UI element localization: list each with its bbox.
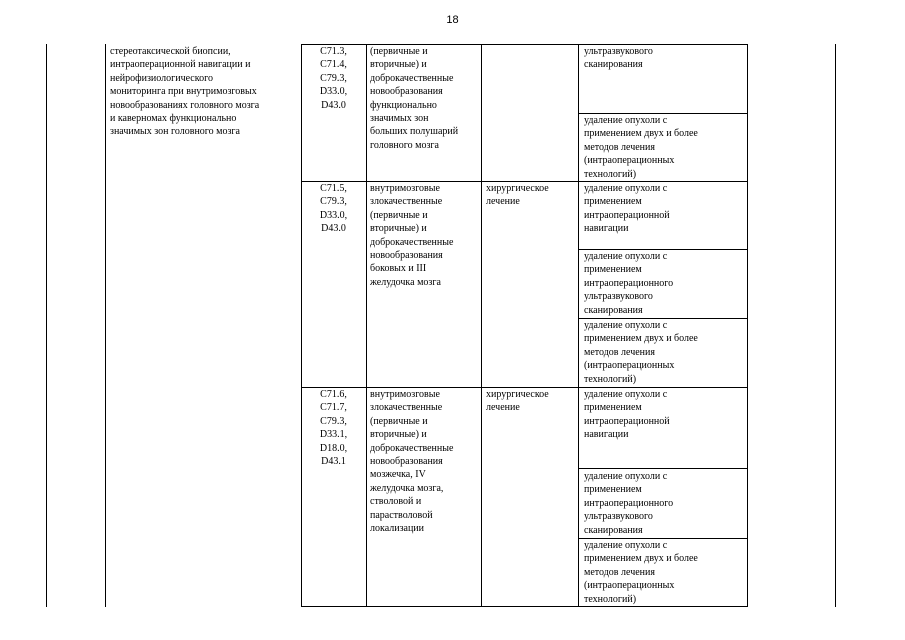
method-cell: удаление опухоли с применением интраоперационного ультразвукового сканирования [584, 251, 674, 316]
method-cell: удаление опухоли с применением интраоперационной навигации [584, 183, 670, 235]
disease-cell: внутримозговые злокачественные (первичные и вторичные) и доброкачественные новообразования мозжечка, IV желудочка мозга, стволовой и парастволовой локализации [370, 389, 454, 535]
disease-cell: (первичные и вторичные) и доброкачественные новообразования функционально значимых зон больших полушарий головного мозга [370, 46, 459, 151]
disease-cell: внутримозговые злокачественные (первичные и вторичные) и доброкачественные новообразования боковых и III желудочка мозга [370, 183, 454, 288]
method-divider [578, 468, 748, 469]
table-bottom-border [301, 606, 748, 607]
column-divider-3 [366, 44, 367, 607]
column-divider-5 [578, 44, 579, 607]
column-divider-1 [105, 44, 106, 607]
method-cell: удаление опухоли с применением двух и более методов лечения (интраоперационных технологий) [584, 115, 698, 180]
column-divider-2 [301, 44, 302, 607]
column-divider-4 [481, 44, 482, 607]
method-cell: удаление опухоли с применением двух и более методов лечения (интраоперационных технологий) [584, 540, 698, 605]
method-cell: удаление опухоли с применением интраоперационного ультразвукового сканирования [584, 471, 674, 536]
icd-codes-cell: C71.6, C71.7, C79.3, D33.1, D18.0, D43.1 [319, 389, 348, 468]
column-divider-6 [747, 44, 748, 607]
table-border-right [835, 44, 836, 607]
icd-codes-cell: C71.5, C79.3, D33.0, D43.0 [319, 183, 348, 235]
page-number: 18 [446, 14, 459, 26]
icd-codes-cell: C71.3, C71.4, C79.3, D33.0, D43.0 [319, 46, 348, 111]
method-cell: удаление опухоли с применением двух и более методов лечения (интраоперационных технологий) [584, 320, 698, 385]
method-cell: ультразвукового сканирования [584, 46, 653, 71]
method-name-cell: стереотаксической биопсии, интраоперационной навигации и нейрофизиологического мониторинга при внутримозговых новообразованиях головного мозга и каверномах функционально значимых зон головного мозга [110, 46, 260, 138]
treatment-cell: хирургическое лечение [486, 389, 549, 414]
table-border-left [46, 44, 47, 607]
treatment-cell: хирургическое лечение [486, 183, 549, 208]
method-cell: удаление опухоли с применением интраоперационной навигации [584, 389, 670, 441]
